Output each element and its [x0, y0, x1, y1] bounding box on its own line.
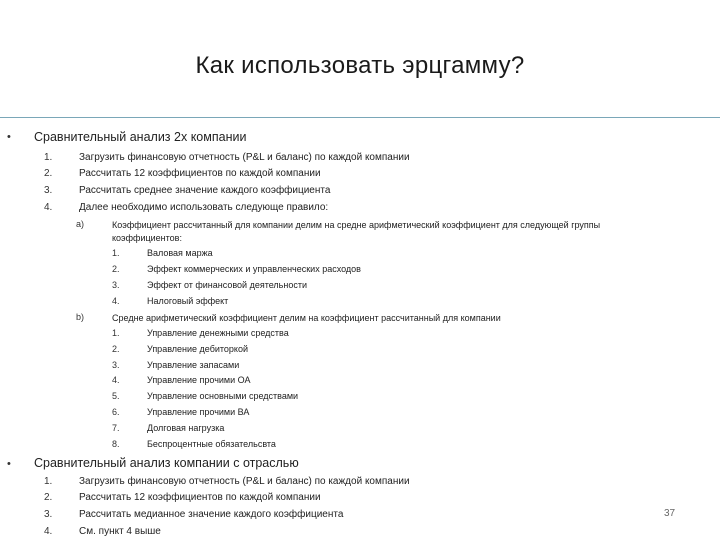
section2-step-num: 2. — [44, 492, 53, 503]
section1-heading: Сравнительный анализ 2х компании — [34, 130, 247, 144]
section1-step-text: Далее необходимо использовать следующе правило: — [79, 202, 329, 213]
rule-b-item-num: 6. — [112, 407, 120, 417]
rule-a-item-num: 2. — [112, 264, 120, 274]
page-number: 37 — [664, 508, 676, 519]
rule-b-item-text: Управление основными средствами — [147, 391, 299, 401]
bullet-icon: • — [7, 458, 11, 470]
rule-a-item-text: Эффект коммерческих и управленческих расходов — [147, 264, 361, 274]
section2-step-text: Рассчитать медианное значение каждого коэффициента — [79, 509, 344, 520]
bullet-icon: • — [7, 131, 11, 143]
rule-b-item-text: Управление прочими ОА — [147, 375, 251, 385]
section1-step-num: 1. — [44, 152, 53, 163]
section2-step-text: См. пункт 4 выше — [79, 526, 161, 537]
rule-a-item-num: 3. — [112, 280, 120, 290]
section1-step-text: Загрузить финансовую отчетность (P&L и баланс) по каждой компании — [79, 152, 410, 163]
section1-step-num: 3. — [44, 185, 53, 196]
rule-b-item-text: Долговая нагрузка — [147, 423, 225, 433]
section1-step-num: 2. — [44, 168, 53, 179]
section1-step-num: 4. — [44, 202, 53, 213]
rule-b-item-num: 7. — [112, 423, 120, 433]
rule-b-item-text: Управление денежными средства — [147, 328, 289, 338]
rule-a-item-text: Валовая маржа — [147, 248, 213, 258]
rule-a-item-text: Налоговый эффект — [147, 296, 229, 306]
rule-b-item-num: 4. — [112, 375, 120, 385]
section2-step-num: 4. — [44, 526, 53, 537]
rule-b-item-num: 1. — [112, 328, 120, 338]
rule-a-text: Коэффициент рассчитанный для компании делим на средне арифметический коэффициент для следующей группы коэффициентов: — [112, 220, 601, 243]
rule-a-item-num: 1. — [112, 248, 120, 258]
section2-step-text: Загрузить финансовую отчетность (P&L и баланс) по каждой компании — [79, 476, 410, 487]
rule-a-item-text: Эффект от финансовой деятельности — [147, 280, 307, 290]
rule-b-item-num: 5. — [112, 391, 120, 401]
slide-title: Как использовать эрцгамму? — [195, 52, 525, 79]
rule-b-item-text: Управление дебиторкой — [147, 344, 248, 354]
rule-b-letter: b) — [76, 312, 85, 322]
section1-step-text: Рассчитать 12 коэффициентов по каждой компании — [79, 168, 321, 179]
rule-b-item-text: Управление запасами — [147, 360, 240, 370]
section2-heading: Сравнительный анализ компании с отраслью — [34, 456, 299, 470]
rule-b-text: Средне арифметический коэффициент делим на коэффициент рассчитанный для компании — [112, 313, 501, 323]
rule-b-item-num: 3. — [112, 360, 120, 370]
section2-step-num: 3. — [44, 509, 53, 520]
rule-b-item-text: Управление прочими ВА — [147, 407, 250, 417]
section1-step-text: Рассчитать среднее значение каждого коэффициента — [79, 185, 331, 196]
rule-b-item-text: Беспроцентные обязательсвта — [147, 439, 276, 449]
rule-b-item-num: 2. — [112, 344, 120, 354]
section2-step-num: 1. — [44, 476, 53, 487]
section2-step-text: Рассчитать 12 коэффициентов по каждой компании — [79, 492, 321, 503]
rule-a-letter: a) — [76, 219, 85, 229]
rule-b-item-num: 8. — [112, 439, 120, 449]
title-divider — [0, 117, 720, 118]
rule-a-item-num: 4. — [112, 296, 120, 306]
